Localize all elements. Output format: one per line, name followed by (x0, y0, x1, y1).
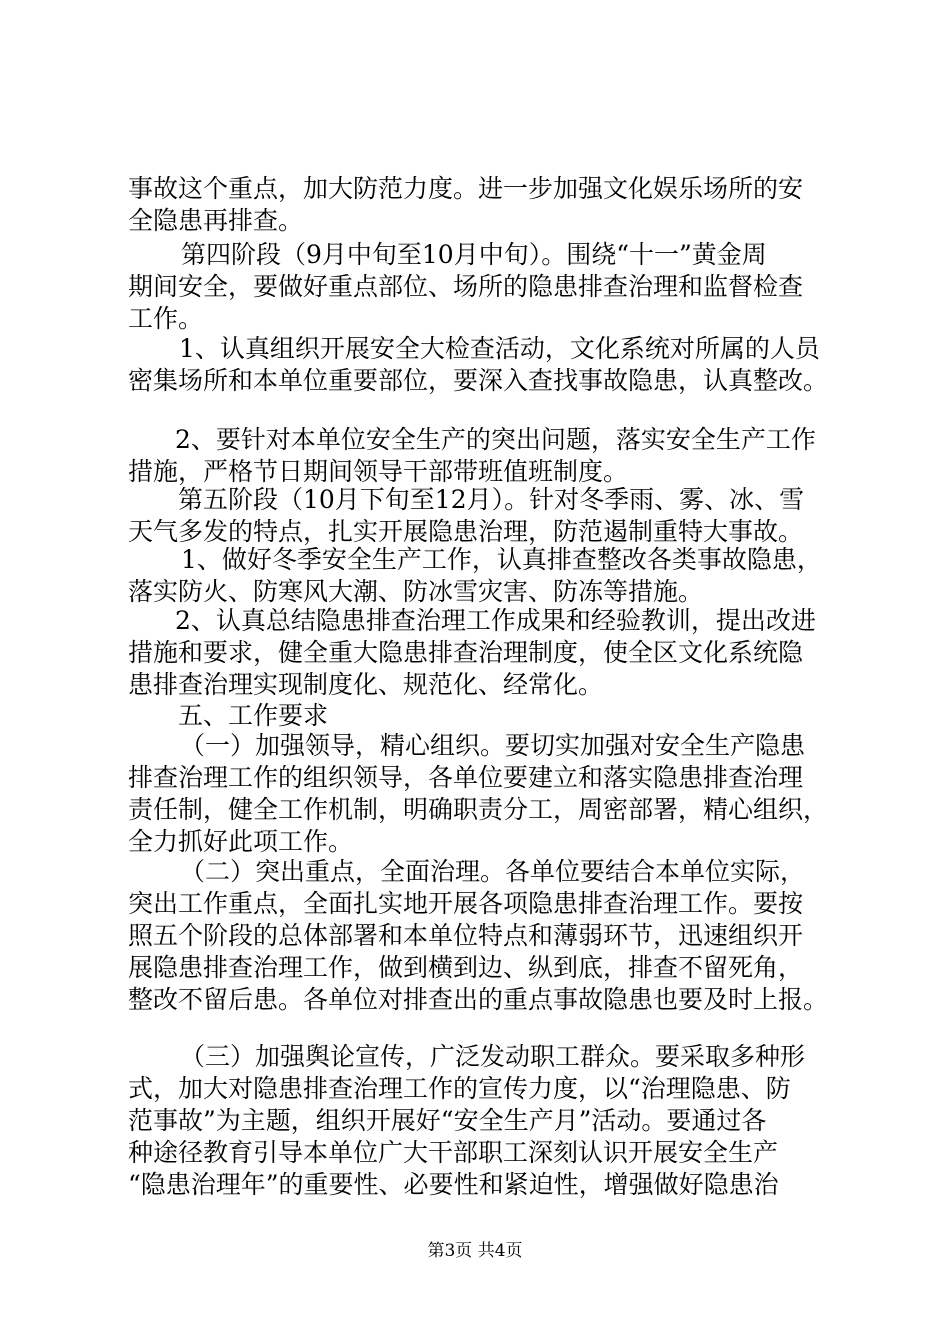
text-line: 突出工作重点，全面扎实地开展各项隐患排查治理工作。要按 (128, 889, 804, 918)
text-line: 密集场所和本单位重要部位，要深入查找事故隐患，认真整改。 (128, 366, 829, 395)
text-line: 期间安全，要做好重点部位、场所的隐患排查治理和监督检查 (128, 272, 804, 301)
text-line: 落实防火、防寒风大潮、防冰雪灾害、防冻等措施。 (128, 577, 704, 606)
text-line: 种途径教育引导本单位广大干部职工深刻认识开展安全生产 (128, 1138, 779, 1167)
text-line: 范事故”为主题，组织开展好“安全生产月”活动。要通过各 (128, 1106, 767, 1135)
text-line: 1、认真组织开展安全大检查活动，文化系统对所属的人员 (179, 334, 820, 363)
text-line: 展隐患排查治理工作，做到横到边、纵到底，排查不留死角， (128, 953, 804, 982)
page-number-footer: 第3页 共4页 (427, 1241, 523, 1261)
text-line: 全力抓好此项工作。 (128, 827, 354, 856)
text-line: 第四阶段（9月中旬至10月中旬）。围绕“十一”黄金周 (181, 240, 767, 269)
text-line: （三）加强舆论宣传，广泛发动职工群众。要采取多种形 (180, 1042, 806, 1071)
text-line: 2、要针对本单位安全生产的突出问题，落实安全生产工作 (175, 425, 816, 454)
text-line: 照五个阶段的总体部署和本单位特点和薄弱环节，迅速组织开 (128, 921, 804, 950)
text-line: “隐患治理年”的重要性、必要性和紧迫性，增强做好隐患治 (128, 1170, 779, 1199)
text-line: 责任制，健全工作机制，明确职责分工，周密部署，精心组织， (128, 795, 829, 824)
text-line: 工作。 (128, 304, 204, 333)
section-heading: 五、工作要求 (178, 701, 329, 730)
text-line: 式，加大对隐患排查治理工作的宣传力度，以“治理隐患、防 (128, 1074, 791, 1103)
text-line: 1、做好冬季安全生产工作，认真排查整改各类事故隐患， (181, 545, 822, 574)
text-line: 排查治理工作的组织领导，各单位要建立和落实隐患排查治理 (128, 763, 804, 792)
text-line: （一）加强领导，精心组织。要切实加强对安全生产隐患 (180, 731, 806, 760)
text-line: 措施，严格节日期间领导干部带班值班制度。 (128, 457, 629, 486)
text-line: 第五阶段（10月下旬至12月）。针对冬季雨、雾、冰、雪 (178, 485, 805, 514)
text-line: （二）突出重点，全面治理。各单位要结合本单位实际， (180, 857, 806, 886)
text-line: 整改不留后患。各单位对排查出的重点事故隐患也要及时上报。 (128, 985, 829, 1014)
text-line: 患排查治理实现制度化、规范化、经常化。 (128, 670, 604, 699)
text-line: 措施和要求，健全重大隐患排查治理制度，使全区文化系统隐 (128, 638, 804, 667)
text-line: 2、认真总结隐患排查治理工作成果和经验教训，提出改进 (175, 606, 816, 635)
text-line: 事故这个重点，加大防范力度。进一步加强文化娱乐场所的安 (128, 174, 804, 203)
text-line: 天气多发的特点，扎实开展隐患治理，防范遏制重特大事故。 (128, 517, 804, 546)
text-line: 全隐患再排查。 (128, 206, 304, 235)
